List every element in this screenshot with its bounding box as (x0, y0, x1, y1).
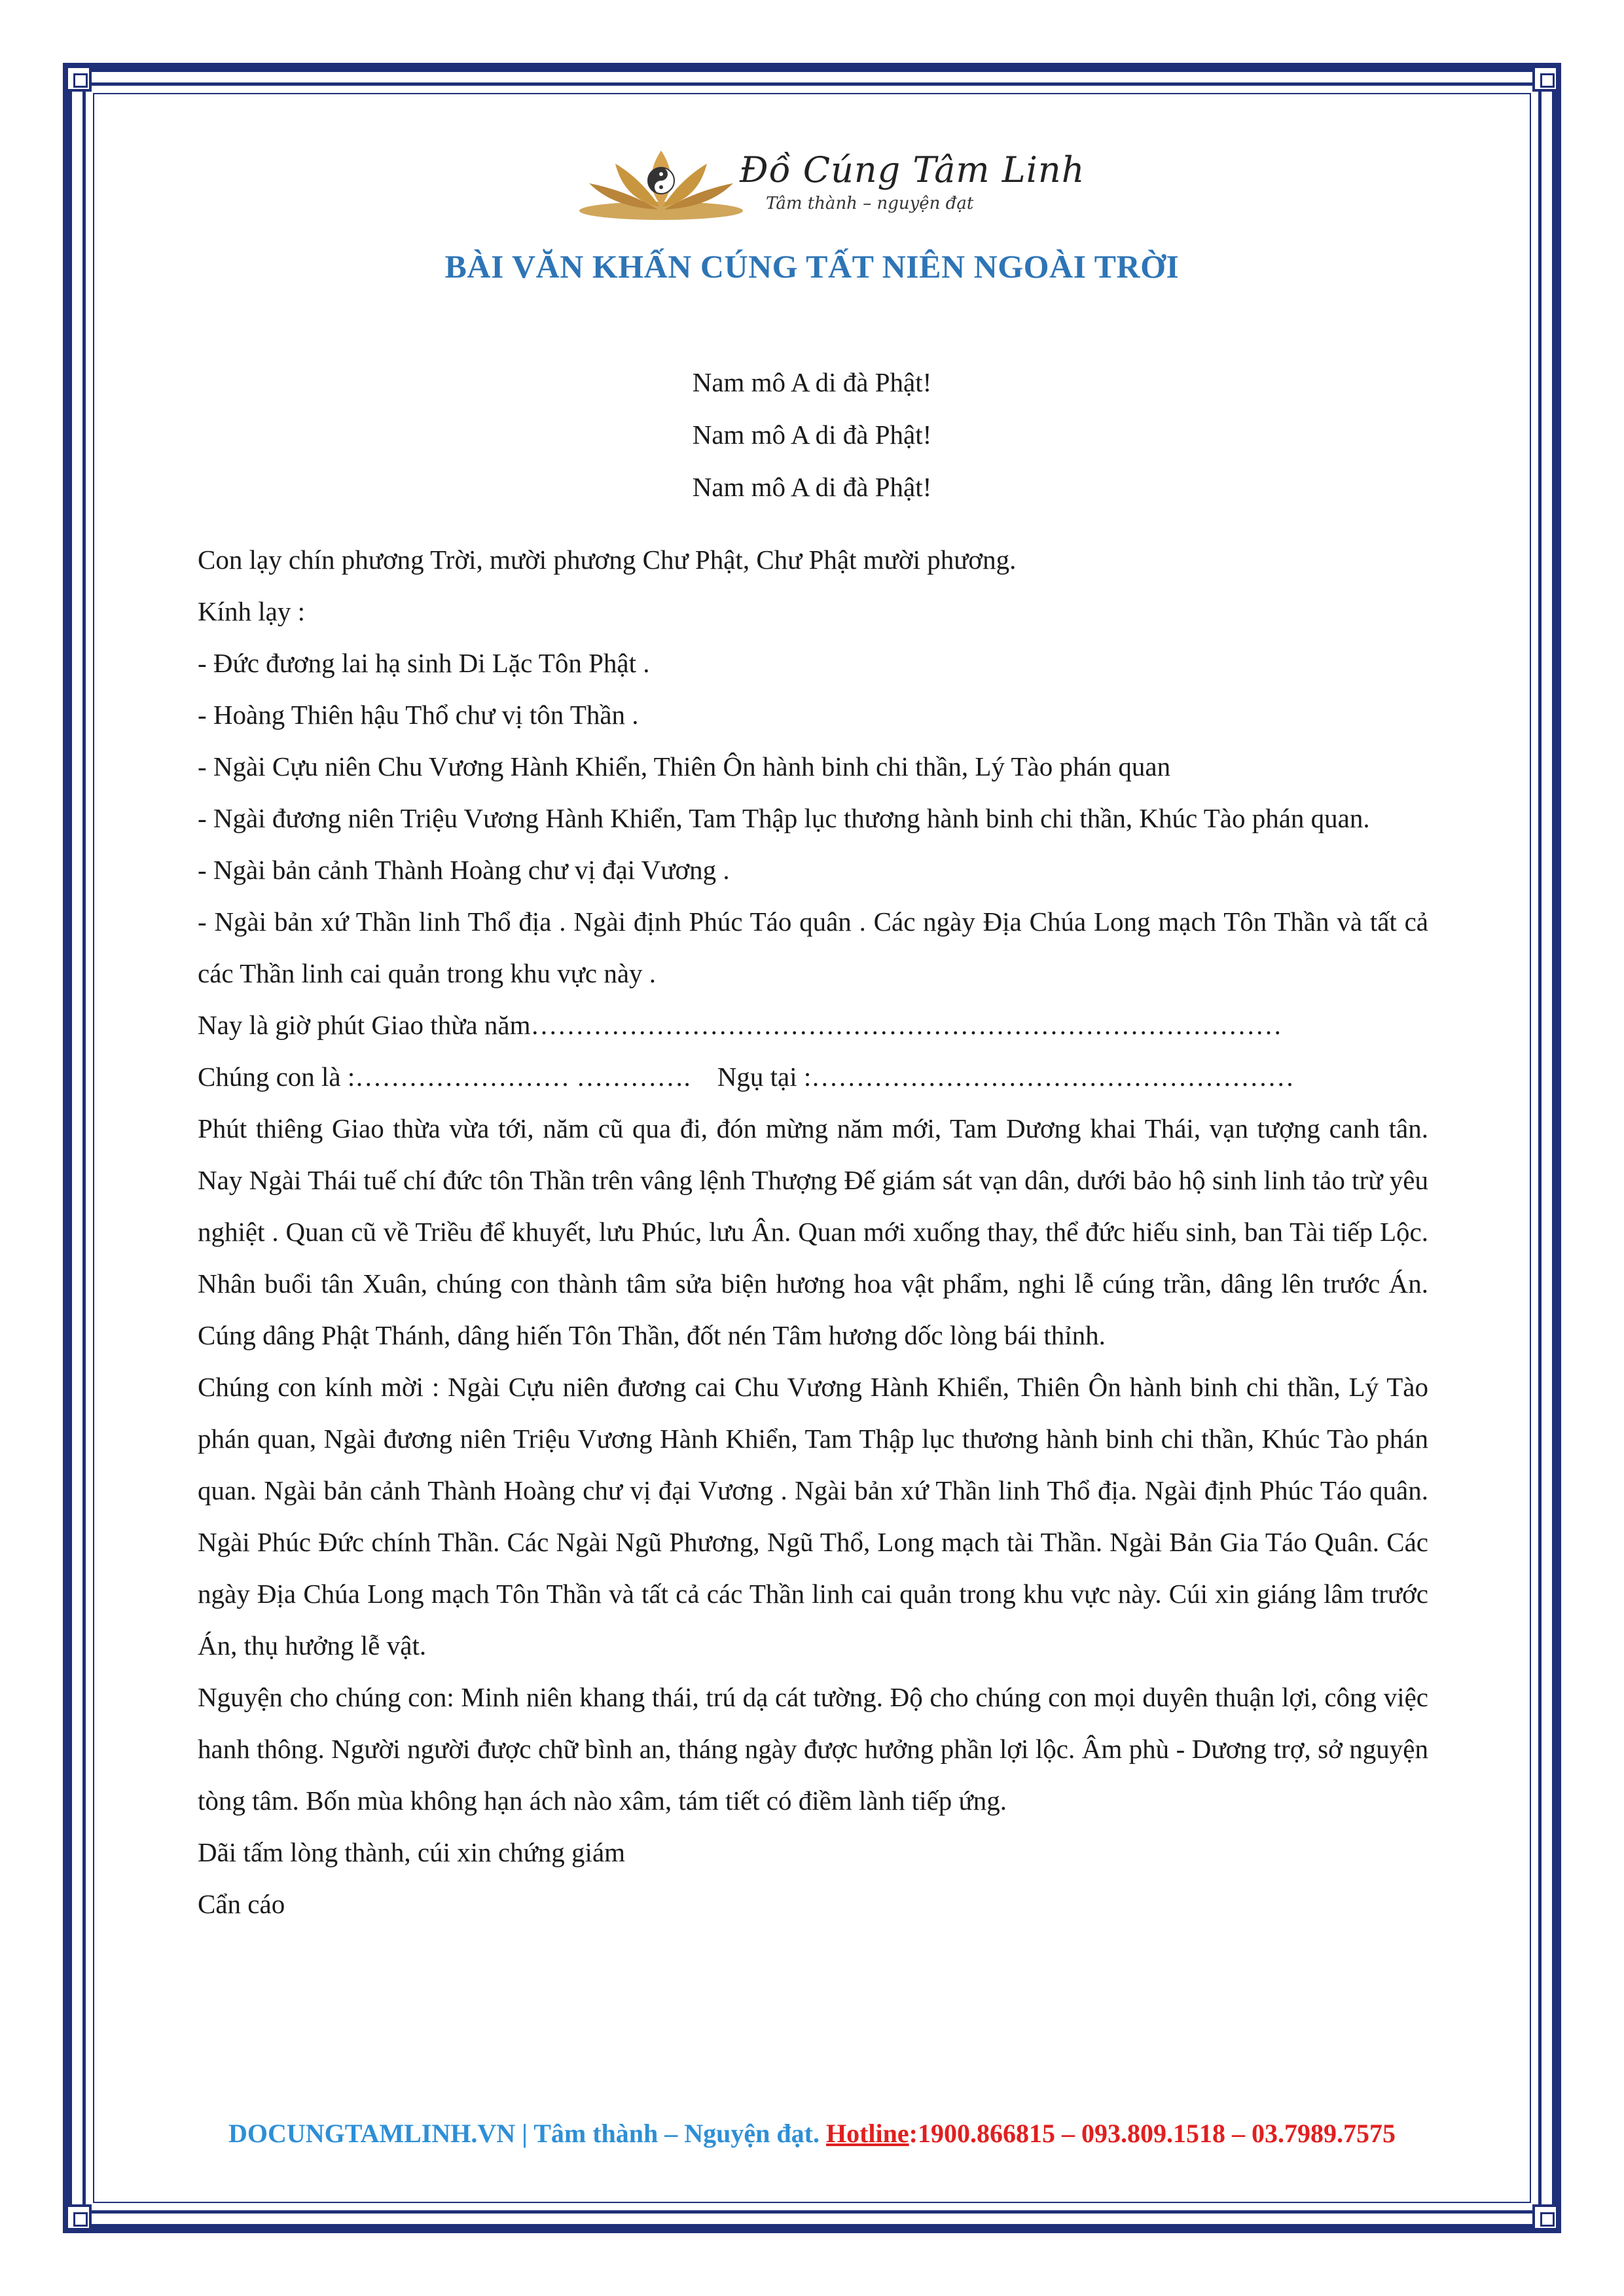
logo-tagline: Tâm thành – nguyện đạt (766, 194, 974, 213)
invocation-line: Nam mô A di đà Phật! (692, 367, 932, 397)
hotline-link[interactable]: Hotline (826, 2119, 909, 2148)
closing-signoff: Cẩn cáo (198, 1889, 285, 1919)
invocation-line: Nam mô A di đà Phật! (692, 472, 932, 502)
corner-ornament-top-left (65, 65, 92, 92)
giao-thua-line: Nay là giờ phút Giao thừa năm………………………………………………………………………… (198, 1010, 1282, 1040)
closing-line: Dãi tấm lòng thành, cúi xin chứng giám (198, 1837, 626, 1867)
paragraph-1: Phút thiêng Giao thừa vừa tới, năm cũ qua đi, đón mừng năm mới, Tam Dương khai Thái, vạn tượng canh tân. Nay Ngài Thái tuế chí đức tôn Thần trên vâng lệnh Thượng Đế giám sát vạn dân, dưới bảo hộ sinh linh tảo trừ yêu nghiệt . Quan cũ về Triều để khuyết, lưu Phúc, lưu Ân. Quan mới xuống thay, thể đức hiếu sinh, ban Tài tiếp Lộc. Nhân buổi tân Xuân, chúng con thành tâm sửa biện hương hoa vật phẩm, nghi lễ cúng trần, dâng lên trước Án. Cúng dâng Phật Thánh, dâng hiến Tôn Thần, đốt nén Tâm hương dốc lòng bái thỉnh. (198, 1113, 1428, 1350)
corner-ornament-bottom-left (65, 2204, 92, 2231)
hotline-numbers: :1900.866815 – 093.809.1518 – 03.7989.7575 (909, 2119, 1396, 2148)
logo-brand-text: Đồ Cúng Tâm Linh (740, 149, 1085, 190)
page-title: BÀI VĂN KHẤN CÚNG TẤT NIÊN NGOÀI TRỜI (444, 248, 1180, 285)
corner-ornament-bottom-right (1532, 2204, 1559, 2231)
invocation-line: Nam mô A di đà Phật! (692, 420, 932, 450)
footer-contact (0, 2118, 1624, 2149)
paragraph-2: Chúng con kính mời : Ngài Cựu niên đương cai Chu Vương Hành Khiển, Thiên Ôn hành binh chi thần, Lý Tào phán quan, Ngài đương niên Triệu Vương Hành Khiển, Tam Thập lục thương hành binh chi thần, Khúc Tào phán quan. Ngài bản cảnh Thành Hoàng chư vị đại Vương . Ngài bản xứ Thần linh Thổ địa. Ngài định Phúc Táo quân. Ngài Phúc Đức chính Thần. Các Ngài Ngũ Phương, Ngũ Thổ, Long mạch tài Thần. Ngài Bản Gia Táo Quân. Các ngày Địa Chúa Long mạch Tôn Thần và tất cả các Thần linh cai quản trong khu vực này. Cúi xin giáng lâm trước Án, thụ hưởng lễ vật. (198, 1372, 1428, 1660)
chung-con-line: Chúng con là :…………………… …………. Ngụ tại :……………………………………………… (198, 1062, 1295, 1092)
list-item: - Ngài bản xứ Thần linh Thổ địa . Ngài định Phúc Táo quân . Các ngày Địa Chúa Long mạch Tôn Thần và tất cả các Thần linh cai quản trong khu vực này . (198, 906, 1428, 988)
kinh-lay-line: Kính lạy : (198, 596, 305, 626)
list-item: - Ngài Cựu niên Chu Vương Hành Khiển, Thiên Ôn hành binh chi thần, Lý Tào phán quan (198, 751, 1171, 781)
logo (576, 137, 1085, 229)
list-item: - Ngài đương niên Triệu Vương Hành Khiển, Tam Thập lục thương hành binh chi thần, Khúc Tào phán quan. (198, 803, 1370, 833)
footer-site[interactable]: DOCUNGTAMLINH.VN | Tâm thành – Nguyện đạt. (228, 2119, 826, 2148)
list-item: - Ngài bản cảnh Thành Hoàng chư vị đại Vương . (198, 855, 730, 885)
paragraph-3: Nguyện cho chúng con: Minh niên khang thái, trú dạ cát tường. Độ cho chúng con mọi duyên thuận lợi, công việc hanh thông. Người người được chữ bình an, tháng ngày được hưởng phần lợi lộc. Âm phù - Dương trợ, sở nguyện tòng tâm. Bốn mùa không hạn ách nào xâm, tám tiết có điềm lành tiếp ứng. (198, 1682, 1428, 1816)
list-item: - Đức đương lai hạ sinh Di Lặc Tôn Phật . (198, 648, 650, 678)
intro-line: Con lạy chín phương Trời, mười phương Chư Phật, Chư Phật mười phương. (198, 545, 1017, 575)
lotus-icon (576, 137, 746, 229)
prayer-body (198, 534, 1428, 1930)
list-item: - Hoàng Thiên hậu Thổ chư vị tôn Thần . (198, 700, 639, 730)
corner-ornament-top-right (1532, 65, 1559, 92)
